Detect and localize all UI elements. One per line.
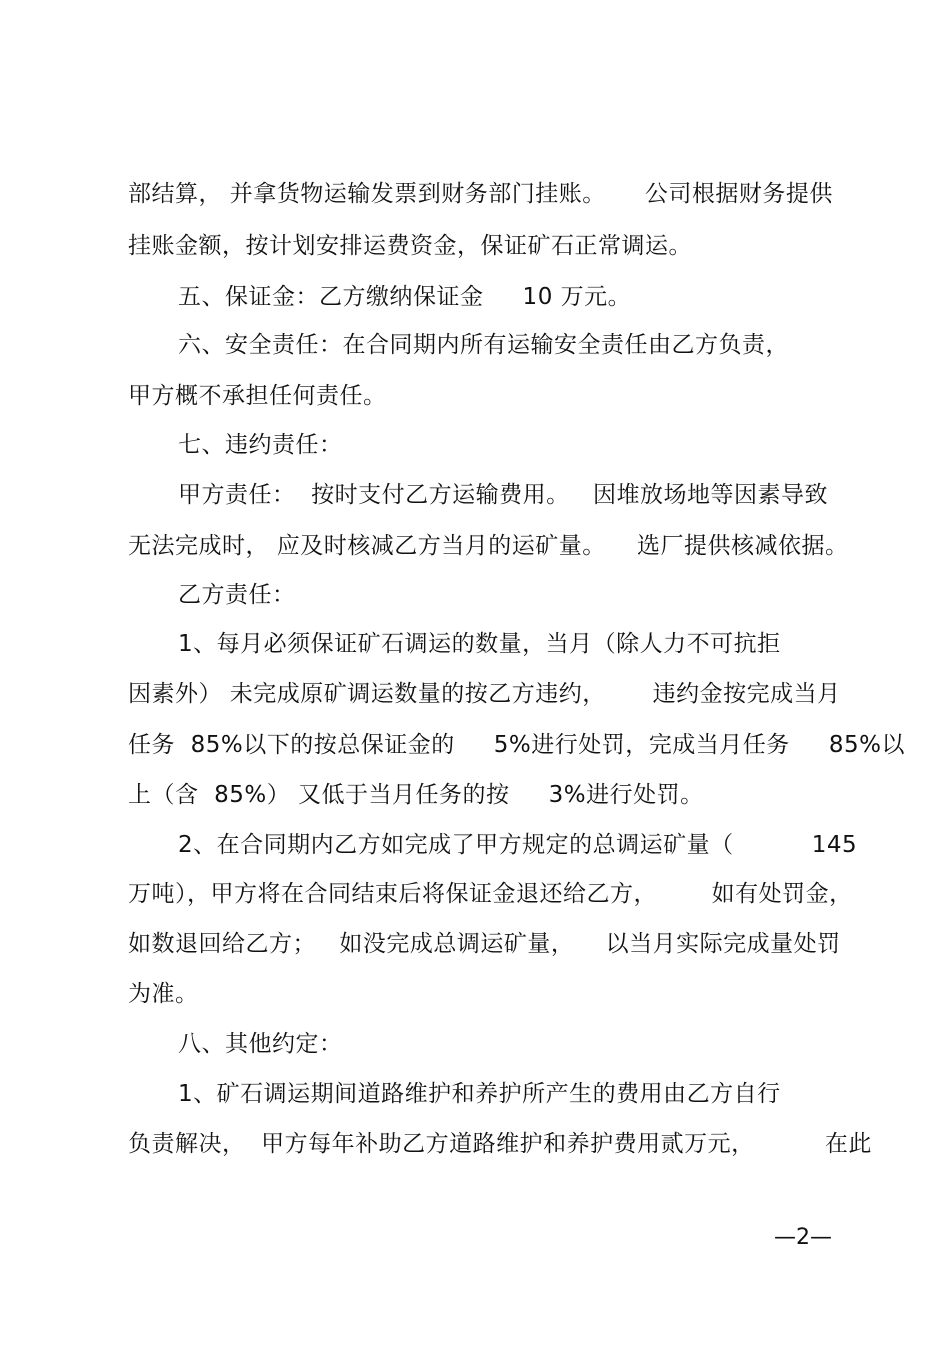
paragraph-line: 万吨），甲方将在合同结束后将保证金退还给乙方， 如有处罚金， (128, 881, 853, 907)
paragraph-line: 挂账金额，按计划安排运费资金，保证矿石正常调运。 (128, 233, 692, 259)
paragraph-line: 甲方概不承担任何责任。 (128, 383, 387, 409)
paragraph-line: 因素外） 未完成原矿调运数量的按乙方违约， 违约金按完成当月 (128, 681, 841, 707)
list-item: 1、每月必须保证矿石调运的数量，当月（除人力不可抗拒 (178, 631, 781, 657)
page-number: —2— (774, 1225, 832, 1250)
section-heading-deposit: 五、保证金：乙方缴纳保证金 10 万元。 (178, 284, 632, 310)
section-heading-other: 八、其他约定： (178, 1031, 343, 1057)
paragraph-line: 部结算， 并拿货物运输发票到财务部门挂账。 公司根据财务提供 (128, 181, 833, 207)
paragraph-line: 如数退回给乙方； 如没完成总调运矿量， 以当月实际完成量处罚 (128, 931, 841, 957)
paragraph-line: 任务 85%以下的按总保证金的 5%进行处罚，完成当月任务 85%以 (128, 732, 905, 758)
paragraph-line: 负责解决， 甲方每年补助乙方道路维护和养护费用贰万元， 在此 (128, 1131, 872, 1157)
paragraph-line: 无法完成时， 应及时核减乙方当月的运矿量。 选厂提供核减依据。 (128, 533, 849, 559)
section-heading-breach: 七、违约责任： (178, 432, 343, 458)
paragraph-line: 为准。 (128, 981, 199, 1007)
paragraph-line: 上（含 85%） 又低于当月任务的按 3%进行处罚。 (128, 782, 704, 808)
subheading-party-b: 乙方责任： (178, 582, 296, 608)
section-heading-safety: 六、安全责任：在合同期内所有运输安全责任由乙方负责， (178, 332, 789, 358)
paragraph-line: 甲方责任： 按时支付乙方运输费用。 因堆放场地等因素导致 (178, 482, 829, 508)
list-item: 2、在合同期内乙方如完成了甲方规定的总调运矿量（ 145 (178, 832, 858, 858)
list-item: 1、矿石调运期间道路维护和养护所产生的费用由乙方自行 (178, 1081, 781, 1107)
